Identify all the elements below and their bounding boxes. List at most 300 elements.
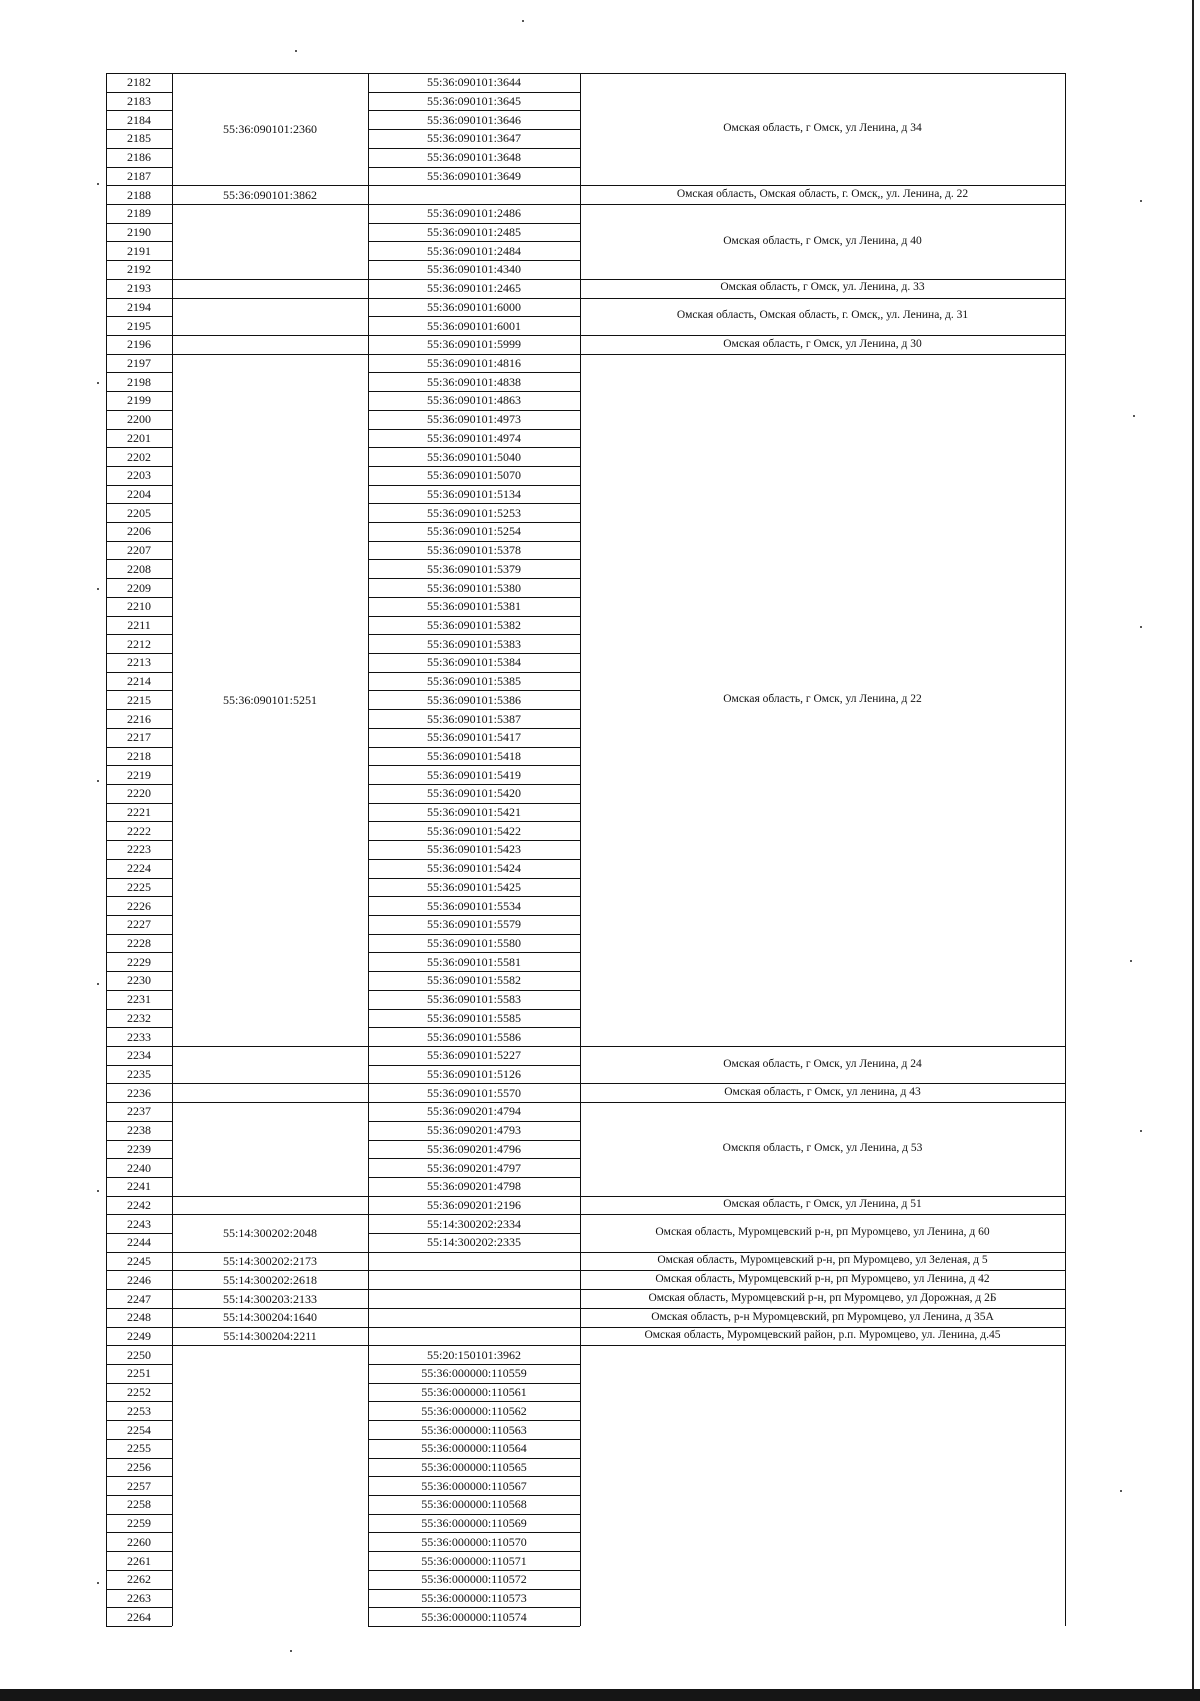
group-divider bbox=[172, 1102, 368, 1103]
row-divider bbox=[368, 223, 580, 224]
row-divider bbox=[368, 1327, 580, 1328]
parcel-number-cell: 55:36:090101:5387 bbox=[426, 711, 521, 726]
row-number-cell: 2232 bbox=[127, 1010, 151, 1025]
address-cell: Омская область, г Омск, ул Ленина, д 30 bbox=[723, 337, 922, 350]
row-number-cell: 2217 bbox=[127, 730, 151, 745]
parcel-number-cell: 55:36:090101:3647 bbox=[426, 131, 521, 146]
building-number-cell bbox=[172, 298, 368, 335]
building-number-cell bbox=[172, 335, 368, 354]
row-number-cell: 2253 bbox=[127, 1403, 151, 1418]
parcel-number-cell: 55:14:300202:2335 bbox=[426, 1235, 521, 1250]
address-cell: Омская область, г Омск, ул Ленина, д 51 bbox=[723, 1198, 922, 1211]
row-divider bbox=[368, 1401, 580, 1402]
row-divider bbox=[368, 485, 580, 486]
parcel-number-cell: 55:36:000000:110570 bbox=[421, 1534, 527, 1549]
row-divider bbox=[106, 1514, 172, 1515]
address-cell: Омская область, г Омск, ул Ленина, д 40 bbox=[723, 234, 922, 247]
table-bottom-border bbox=[368, 1626, 580, 1627]
parcel-number-cell: 55:36:090101:5420 bbox=[426, 786, 521, 801]
row-divider bbox=[106, 260, 172, 261]
row-divider bbox=[368, 1121, 580, 1122]
parcel-number-cell: 55:36:090101:5579 bbox=[426, 917, 521, 932]
building-number-cell: 55:36:090101:2360 bbox=[222, 122, 317, 137]
row-number-cell: 2257 bbox=[127, 1478, 151, 1493]
row-divider bbox=[368, 110, 580, 111]
row-number-cell: 2220 bbox=[127, 786, 151, 801]
row-divider bbox=[368, 279, 580, 280]
row-divider bbox=[106, 1252, 172, 1253]
parcel-number-cell: 55:36:090101:3648 bbox=[426, 150, 521, 165]
column-border bbox=[106, 73, 107, 1626]
row-divider bbox=[106, 690, 172, 691]
parcel-number-cell: 55:36:000000:110568 bbox=[421, 1497, 527, 1512]
row-number-cell: 2264 bbox=[127, 1609, 151, 1624]
group-divider bbox=[172, 1214, 368, 1215]
row-number-cell: 2251 bbox=[127, 1366, 151, 1381]
building-number-cell: 55:14:300202:2048 bbox=[222, 1226, 317, 1241]
address-cell bbox=[580, 1345, 1065, 1626]
row-divider bbox=[368, 578, 580, 579]
address-cell: Омская область, Муромцевский р-н, рп Муромцево, ул Дорожная, д 2Б bbox=[648, 1291, 997, 1304]
row-divider bbox=[368, 784, 580, 785]
row-divider bbox=[368, 129, 580, 130]
row-divider bbox=[368, 1345, 580, 1346]
parcel-number-cell bbox=[368, 1270, 580, 1289]
parcel-number-cell: 55:36:090201:4793 bbox=[426, 1123, 521, 1138]
scan-bottom-edge bbox=[0, 1689, 1200, 1701]
row-divider bbox=[106, 821, 172, 822]
group-divider bbox=[172, 1252, 368, 1253]
row-divider bbox=[106, 391, 172, 392]
row-divider bbox=[106, 616, 172, 617]
address-cell: Омскпя область, г Омск, ул Ленина, д 53 bbox=[722, 1142, 923, 1155]
row-divider bbox=[368, 298, 580, 299]
row-divider bbox=[106, 784, 172, 785]
row-divider bbox=[368, 1046, 580, 1047]
parcel-number-cell: 55:36:090201:4798 bbox=[426, 1179, 521, 1194]
row-divider bbox=[106, 1476, 172, 1477]
scan-speck bbox=[1133, 415, 1135, 417]
row-divider bbox=[368, 335, 580, 336]
row-number-cell: 2256 bbox=[127, 1459, 151, 1474]
parcel-number-cell: 55:36:090101:5586 bbox=[426, 1029, 521, 1044]
row-divider bbox=[106, 934, 172, 935]
row-divider bbox=[106, 485, 172, 486]
row-divider bbox=[368, 466, 580, 467]
parcel-number-cell: 55:36:000000:110562 bbox=[421, 1403, 527, 1418]
parcel-number-cell: 55:36:090101:5424 bbox=[426, 861, 521, 876]
parcel-number-cell: 55:36:090201:4796 bbox=[426, 1141, 521, 1156]
row-divider bbox=[106, 709, 172, 710]
row-number-cell: 2206 bbox=[127, 524, 151, 539]
parcel-number-cell: 55:36:090101:5999 bbox=[426, 337, 521, 352]
address-cell: Омская область, г Омск, ул Ленина, д 34 bbox=[723, 122, 922, 135]
building-number-cell: 55:36:090101:3862 bbox=[222, 187, 317, 202]
row-number-cell: 2184 bbox=[127, 112, 151, 127]
row-divider bbox=[368, 241, 580, 242]
row-divider bbox=[106, 1570, 172, 1571]
parcel-number-cell: 55:36:090101:4973 bbox=[426, 412, 521, 427]
row-divider bbox=[106, 223, 172, 224]
parcel-number-cell: 55:36:090101:3644 bbox=[426, 75, 521, 90]
parcel-number-cell: 55:36:090101:5383 bbox=[426, 636, 521, 651]
row-divider bbox=[106, 1345, 172, 1346]
column-border bbox=[368, 73, 369, 1626]
parcel-number-cell: 55:36:090101:3649 bbox=[426, 168, 521, 183]
row-divider bbox=[106, 1308, 172, 1309]
parcel-number-cell: 55:36:090101:6001 bbox=[426, 318, 521, 333]
parcel-number-cell: 55:36:090101:2486 bbox=[426, 206, 521, 221]
building-number-cell bbox=[172, 204, 368, 279]
row-divider bbox=[106, 1364, 172, 1365]
group-divider bbox=[172, 279, 368, 280]
row-number-cell: 2263 bbox=[127, 1590, 151, 1605]
address-cell: Омская область, р-н Муромцевский, рп Муромцево, ул Ленина, д 35А bbox=[651, 1310, 994, 1323]
row-divider bbox=[106, 503, 172, 504]
group-divider bbox=[172, 1270, 368, 1271]
group-divider bbox=[172, 204, 368, 205]
row-number-cell: 2215 bbox=[127, 692, 151, 707]
row-divider bbox=[106, 185, 172, 186]
row-divider bbox=[368, 447, 580, 448]
parcel-number-cell: 55:36:090101:5419 bbox=[426, 767, 521, 782]
row-number-cell: 2252 bbox=[127, 1385, 151, 1400]
parcel-number-cell: 55:36:090201:4794 bbox=[426, 1104, 521, 1119]
row-divider bbox=[106, 1102, 172, 1103]
parcel-number-cell: 55:36:000000:110565 bbox=[421, 1459, 527, 1474]
row-divider bbox=[106, 1177, 172, 1178]
row-divider bbox=[368, 1233, 580, 1234]
row-divider bbox=[106, 372, 172, 373]
address-cell: Омская область, Омская область, г. Омск,, ул. Ленина, д. 31 bbox=[676, 309, 969, 322]
row-number-cell: 2192 bbox=[127, 262, 151, 277]
scan-speck bbox=[1130, 960, 1132, 962]
row-divider bbox=[368, 1177, 580, 1178]
row-number-cell: 2218 bbox=[127, 748, 151, 763]
row-number-cell: 2260 bbox=[127, 1534, 151, 1549]
row-divider bbox=[368, 1196, 580, 1197]
parcel-number-cell: 55:36:000000:110559 bbox=[421, 1366, 527, 1381]
parcel-number-cell: 55:36:000000:110564 bbox=[421, 1441, 527, 1456]
parcel-number-cell: 55:36:090101:2485 bbox=[426, 225, 521, 240]
row-divider bbox=[106, 298, 172, 299]
building-number-cell bbox=[172, 279, 368, 298]
group-divider bbox=[172, 1196, 368, 1197]
row-divider bbox=[106, 1214, 172, 1215]
row-divider bbox=[368, 260, 580, 261]
parcel-number-cell: 55:36:000000:110574 bbox=[421, 1609, 527, 1624]
row-divider bbox=[106, 241, 172, 242]
row-divider bbox=[368, 1364, 580, 1365]
row-divider bbox=[368, 1495, 580, 1496]
parcel-number-cell: 55:36:090101:5254 bbox=[426, 524, 521, 539]
row-divider bbox=[368, 1102, 580, 1103]
group-divider bbox=[172, 1345, 368, 1346]
group-divider bbox=[580, 335, 1065, 336]
row-number-cell: 2254 bbox=[127, 1422, 151, 1437]
scan-speck bbox=[97, 588, 99, 590]
row-divider bbox=[106, 522, 172, 523]
row-divider bbox=[106, 1121, 172, 1122]
group-divider bbox=[172, 1289, 368, 1290]
row-divider bbox=[106, 896, 172, 897]
row-number-cell: 2259 bbox=[127, 1516, 151, 1531]
group-divider bbox=[580, 279, 1065, 280]
group-divider bbox=[580, 1196, 1065, 1197]
row-number-cell: 2255 bbox=[127, 1441, 151, 1456]
row-divider bbox=[106, 1327, 172, 1328]
row-number-cell: 2258 bbox=[127, 1497, 151, 1512]
group-divider bbox=[580, 1214, 1065, 1215]
group-divider bbox=[580, 1289, 1065, 1290]
group-divider bbox=[172, 354, 368, 355]
row-divider bbox=[368, 821, 580, 822]
column-border bbox=[1065, 73, 1066, 1626]
group-divider bbox=[172, 73, 368, 74]
row-divider bbox=[368, 728, 580, 729]
row-number-cell: 2245 bbox=[127, 1254, 151, 1269]
row-divider bbox=[368, 915, 580, 916]
building-number-cell: 55:14:300204:1640 bbox=[222, 1310, 317, 1325]
row-divider bbox=[368, 541, 580, 542]
address-cell: Омская область, Муромцевский район, р.п. Муромцево, ул. Ленина, д.45 bbox=[644, 1329, 1001, 1342]
row-divider bbox=[106, 1289, 172, 1290]
parcel-number-cell: 55:36:090101:5384 bbox=[426, 655, 521, 670]
parcel-number-cell: 55:36:090101:5378 bbox=[426, 543, 521, 558]
row-number-cell: 2200 bbox=[127, 412, 151, 427]
parcel-number-cell: 55:36:000000:110571 bbox=[421, 1553, 527, 1568]
parcel-number-cell: 55:36:090101:5582 bbox=[426, 973, 521, 988]
parcel-number-cell: 55:36:090101:5380 bbox=[426, 580, 521, 595]
row-divider bbox=[106, 634, 172, 635]
row-number-cell: 2211 bbox=[127, 617, 151, 632]
parcel-number-cell: 55:36:090101:5421 bbox=[426, 805, 521, 820]
row-divider bbox=[368, 92, 580, 93]
row-divider bbox=[106, 1065, 172, 1066]
row-divider bbox=[106, 1551, 172, 1552]
scan-speck bbox=[97, 983, 99, 985]
row-number-cell: 2231 bbox=[127, 992, 151, 1007]
parcel-number-cell: 55:36:090101:6000 bbox=[426, 299, 521, 314]
row-divider bbox=[368, 896, 580, 897]
row-divider bbox=[106, 990, 172, 991]
row-number-cell: 2216 bbox=[127, 711, 151, 726]
column-border bbox=[580, 73, 581, 1626]
row-divider bbox=[368, 765, 580, 766]
row-number-cell: 2219 bbox=[127, 767, 151, 782]
row-divider bbox=[106, 279, 172, 280]
row-number-cell: 2243 bbox=[127, 1216, 151, 1231]
row-divider bbox=[106, 466, 172, 467]
group-divider bbox=[580, 204, 1065, 205]
row-divider bbox=[106, 597, 172, 598]
row-divider bbox=[368, 990, 580, 991]
row-number-cell: 2221 bbox=[127, 805, 151, 820]
row-number-cell: 2223 bbox=[127, 842, 151, 857]
row-divider bbox=[106, 1009, 172, 1010]
parcel-number-cell: 55:36:000000:110567 bbox=[421, 1478, 527, 1493]
row-divider bbox=[368, 522, 580, 523]
scan-speck bbox=[290, 1650, 292, 1652]
group-divider bbox=[580, 1345, 1065, 1346]
parcel-number-cell: 55:36:000000:110573 bbox=[421, 1590, 527, 1605]
row-divider bbox=[368, 1551, 580, 1552]
row-divider bbox=[106, 1383, 172, 1384]
parcel-number-cell bbox=[368, 1252, 580, 1271]
parcel-number-cell: 55:36:090101:5040 bbox=[426, 449, 521, 464]
row-divider bbox=[106, 915, 172, 916]
building-number-cell: 55:14:300204:2211 bbox=[223, 1328, 317, 1343]
group-divider bbox=[580, 1327, 1065, 1328]
row-number-cell: 2210 bbox=[127, 599, 151, 614]
parcel-number-cell: 55:36:090101:5385 bbox=[426, 674, 521, 689]
row-divider bbox=[368, 803, 580, 804]
row-divider bbox=[106, 316, 172, 317]
address-cell: Омская область, г Омск, ул ленина, д 43 bbox=[724, 1085, 921, 1098]
row-divider bbox=[106, 1420, 172, 1421]
parcel-number-cell: 55:36:090101:5423 bbox=[426, 842, 521, 857]
row-divider bbox=[368, 1214, 580, 1215]
parcel-number-cell: 55:36:090101:4838 bbox=[426, 374, 521, 389]
row-divider bbox=[368, 429, 580, 430]
row-divider bbox=[368, 1514, 580, 1515]
row-divider bbox=[368, 1383, 580, 1384]
parcel-number-cell: 55:36:000000:110569 bbox=[421, 1516, 527, 1531]
row-divider bbox=[106, 541, 172, 542]
row-divider bbox=[106, 1083, 172, 1084]
row-number-cell: 2212 bbox=[127, 636, 151, 651]
scan-speck bbox=[1140, 1130, 1142, 1132]
row-number-cell: 2240 bbox=[127, 1160, 151, 1175]
parcel-number-cell: 55:36:090101:5417 bbox=[426, 730, 521, 745]
parcel-number-cell bbox=[368, 1308, 580, 1327]
row-number-cell: 2235 bbox=[127, 1067, 151, 1082]
row-number-cell: 2202 bbox=[127, 449, 151, 464]
row-divider bbox=[368, 1065, 580, 1066]
row-number-cell: 2198 bbox=[127, 374, 151, 389]
scan-speck bbox=[1140, 626, 1142, 628]
row-divider bbox=[106, 447, 172, 448]
row-divider bbox=[368, 204, 580, 205]
parcel-number-cell: 55:36:090201:4797 bbox=[426, 1160, 521, 1175]
parcel-number-cell: 55:36:000000:110563 bbox=[421, 1422, 527, 1437]
row-divider bbox=[368, 616, 580, 617]
row-number-cell: 2187 bbox=[127, 168, 151, 183]
group-divider bbox=[172, 1083, 368, 1084]
row-divider bbox=[106, 1140, 172, 1141]
parcel-number-cell: 55:36:090101:5382 bbox=[426, 617, 521, 632]
building-number-cell bbox=[172, 1083, 368, 1102]
parcel-number-cell: 55:36:090101:4863 bbox=[426, 393, 521, 408]
row-number-cell: 2195 bbox=[127, 318, 151, 333]
parcel-number-cell: 55:36:090101:5581 bbox=[426, 954, 521, 969]
row-divider bbox=[106, 429, 172, 430]
row-number-cell: 2193 bbox=[127, 281, 151, 296]
row-divider bbox=[106, 73, 172, 74]
row-number-cell: 2225 bbox=[127, 879, 151, 894]
row-divider bbox=[106, 1589, 172, 1590]
row-number-cell: 2183 bbox=[127, 94, 151, 109]
row-number-cell: 2213 bbox=[127, 655, 151, 670]
group-divider bbox=[172, 1327, 368, 1328]
row-divider bbox=[368, 1083, 580, 1084]
row-divider bbox=[106, 559, 172, 560]
row-number-cell: 2203 bbox=[127, 468, 151, 483]
row-divider bbox=[368, 597, 580, 598]
parcel-number-cell: 55:36:000000:110561 bbox=[421, 1385, 527, 1400]
row-divider bbox=[106, 1158, 172, 1159]
row-number-cell: 2196 bbox=[127, 337, 151, 352]
row-number-cell: 2247 bbox=[127, 1291, 151, 1306]
row-divider bbox=[368, 1158, 580, 1159]
table-bottom-border bbox=[106, 1626, 172, 1627]
row-divider bbox=[106, 803, 172, 804]
group-divider bbox=[172, 185, 368, 186]
parcel-number-cell: 55:36:090101:5134 bbox=[426, 486, 521, 501]
building-number-cell: 55:36:090101:5251 bbox=[222, 692, 317, 707]
row-number-cell: 2189 bbox=[127, 206, 151, 221]
row-divider bbox=[368, 410, 580, 411]
row-number-cell: 2250 bbox=[127, 1347, 151, 1362]
row-divider bbox=[106, 1233, 172, 1234]
row-number-cell: 2229 bbox=[127, 954, 151, 969]
scan-speck bbox=[97, 1190, 99, 1192]
scan-speck bbox=[522, 20, 524, 22]
row-divider bbox=[106, 1401, 172, 1402]
parcel-number-cell bbox=[368, 1289, 580, 1308]
group-divider bbox=[172, 1046, 368, 1047]
row-divider bbox=[368, 1009, 580, 1010]
row-divider bbox=[106, 653, 172, 654]
row-number-cell: 2191 bbox=[127, 243, 151, 258]
row-number-cell: 2241 bbox=[127, 1179, 151, 1194]
row-divider bbox=[368, 634, 580, 635]
address-cell: Омская область, Омская область, г. Омск,, ул. Ленина, д. 22 bbox=[676, 187, 969, 200]
building-number-cell: 55:14:300202:2173 bbox=[222, 1254, 317, 1269]
scan-speck bbox=[1140, 200, 1142, 202]
parcel-number-cell: 55:36:090101:5583 bbox=[426, 992, 521, 1007]
row-divider bbox=[368, 372, 580, 373]
parcel-number-cell: 55:36:090101:3646 bbox=[426, 112, 521, 127]
row-divider bbox=[106, 335, 172, 336]
parcel-number-cell: 55:36:090101:3645 bbox=[426, 94, 521, 109]
row-divider bbox=[106, 1495, 172, 1496]
row-number-cell: 2190 bbox=[127, 225, 151, 240]
row-number-cell: 2185 bbox=[127, 131, 151, 146]
row-number-cell: 2233 bbox=[127, 1029, 151, 1044]
row-divider bbox=[106, 354, 172, 355]
row-number-cell: 2204 bbox=[127, 486, 151, 501]
scan-speck bbox=[1120, 1490, 1122, 1492]
parcel-number-cell: 55:36:090101:5381 bbox=[426, 599, 521, 614]
row-divider bbox=[106, 1270, 172, 1271]
group-divider bbox=[580, 73, 1065, 74]
row-divider bbox=[106, 878, 172, 879]
row-divider bbox=[368, 503, 580, 504]
row-number-cell: 2224 bbox=[127, 861, 151, 876]
scan-speck bbox=[97, 382, 99, 384]
scan-speck bbox=[97, 183, 99, 185]
row-number-cell: 2214 bbox=[127, 674, 151, 689]
parcel-number-cell: 55:36:090101:5534 bbox=[426, 898, 521, 913]
row-number-cell: 2244 bbox=[127, 1235, 151, 1250]
row-divider bbox=[106, 148, 172, 149]
row-divider bbox=[106, 1439, 172, 1440]
row-divider bbox=[368, 1532, 580, 1533]
row-number-cell: 2199 bbox=[127, 393, 151, 408]
row-divider bbox=[106, 1458, 172, 1459]
building-number-cell bbox=[172, 1102, 368, 1196]
